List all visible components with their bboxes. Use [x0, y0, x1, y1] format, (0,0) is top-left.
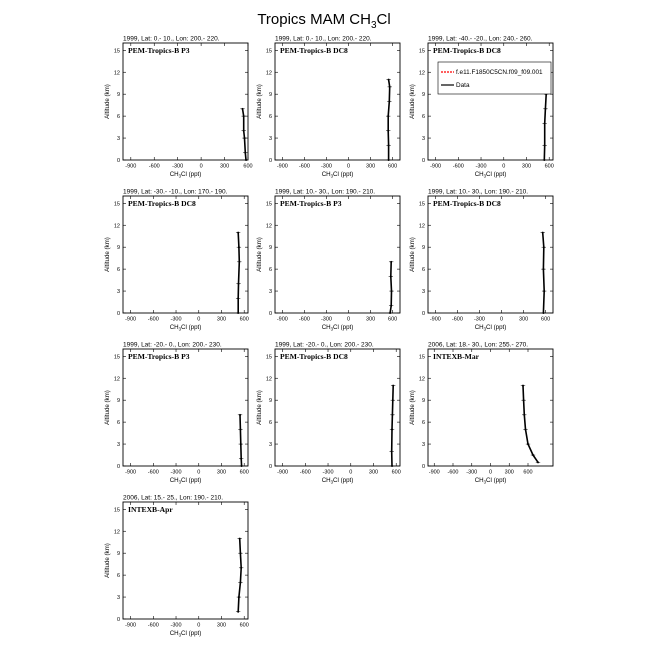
plot-frame — [123, 349, 248, 466]
y-tick-label: 9 — [421, 398, 425, 405]
y-tick-label: 15 — [418, 354, 425, 361]
data-point — [237, 232, 239, 234]
data-point — [391, 465, 393, 467]
y-tick-label: 6 — [268, 420, 272, 427]
y-axis-label: Altitude (km) — [104, 237, 111, 272]
x-tick-label: 600 — [388, 163, 398, 170]
x-tick-label: -600 — [451, 316, 463, 323]
y-tick-label: 15 — [113, 507, 120, 514]
data-point — [523, 399, 525, 401]
x-tick-label: 0 — [502, 163, 506, 170]
y-tick-label: 6 — [421, 114, 425, 121]
y-tick-label: 0 — [116, 311, 120, 317]
x-axis-label: $CH_3Cl$ (ppt) — [474, 324, 507, 332]
y-tick-label: 0 — [116, 158, 120, 164]
x-tick-label: 600 — [391, 469, 401, 476]
x-tick-label: 300 — [219, 163, 230, 170]
y-tick-label: 6 — [116, 267, 120, 274]
x-tick-label: 0 — [349, 469, 353, 476]
plot-frame — [275, 196, 400, 313]
data-series-line — [238, 539, 241, 612]
data-series-line — [523, 386, 538, 463]
x-tick-label: 600 — [388, 316, 398, 323]
chart-panel-3 — [409, 36, 554, 179]
y-tick-label: 15 — [265, 354, 272, 361]
x-tick-label: -300 — [473, 316, 485, 323]
x-tick-label: 600 — [243, 163, 253, 170]
data-point — [389, 312, 391, 314]
y-tick-label: 0 — [421, 311, 425, 317]
plot-frame — [275, 43, 400, 160]
x-tick-label: 300 — [216, 469, 227, 476]
data-series-line — [238, 233, 239, 313]
y-tick-label: 15 — [265, 201, 272, 208]
y-tick-label: 12 — [265, 376, 272, 383]
data-point — [240, 443, 242, 445]
y-tick-label: 9 — [116, 551, 120, 558]
data-point — [390, 275, 392, 277]
data-point — [387, 130, 389, 132]
y-tick-label: 3 — [268, 442, 272, 449]
plot-frame — [428, 196, 553, 313]
chart-panel-9 — [409, 342, 553, 485]
y-tick-label: 0 — [268, 464, 272, 470]
x-tick-label: -600 — [147, 469, 159, 476]
y-tick-label: 0 — [268, 311, 272, 317]
chart-panel-1 — [104, 36, 253, 179]
data-point — [243, 115, 245, 117]
x-tick-label: -900 — [276, 163, 288, 170]
y-axis-label: Altitude (km) — [409, 84, 416, 119]
data-point — [244, 152, 246, 154]
x-tick-label: -300 — [170, 469, 182, 476]
figure-title-sub: 3 — [370, 20, 377, 31]
x-tick-label: -600 — [452, 163, 464, 170]
x-tick-label: -900 — [277, 469, 289, 476]
data-point — [245, 159, 247, 161]
x-tick-label: 0 — [346, 163, 351, 170]
chart-panel-8 — [256, 342, 401, 485]
x-tick-label: -600 — [298, 163, 310, 170]
data-point — [544, 108, 546, 110]
y-tick-label: 12 — [418, 376, 425, 383]
x-tick-label: 0 — [199, 163, 203, 170]
data-point — [237, 312, 239, 314]
y-tick-label: 6 — [421, 420, 425, 427]
panel-subtitle: 1999, Lat: -20.- 0., Lon: 200.- 230. — [275, 341, 374, 349]
x-tick-label: -600 — [299, 469, 311, 476]
y-tick-label: 15 — [113, 201, 120, 208]
panel-campaign-label: PEM-Tropics-B DC8 — [128, 199, 196, 208]
x-tick-label: -300 — [466, 469, 478, 476]
plot-frame — [428, 349, 553, 466]
x-tick-label: -600 — [147, 316, 159, 323]
y-axis-label: Altitude (km) — [256, 390, 263, 425]
data-point — [239, 414, 241, 416]
panel-campaign-label: PEM-Tropics-B DC8 — [280, 46, 348, 55]
chart-panel-5 — [256, 189, 400, 332]
data-point — [239, 581, 241, 583]
data-point — [243, 130, 245, 132]
data-point — [391, 414, 393, 416]
data-point — [388, 79, 390, 81]
data-point — [542, 312, 544, 314]
y-axis-label: Altitude (km) — [409, 237, 416, 272]
y-tick-label: 12 — [113, 70, 120, 77]
data-point — [242, 108, 244, 110]
data-point — [525, 428, 527, 430]
data-point — [544, 144, 546, 146]
chart-panel-10 — [104, 495, 249, 638]
x-tick-label: -900 — [125, 163, 137, 170]
x-axis-label: $CH_3Cl$ (ppt) — [321, 171, 354, 179]
x-tick-label: -900 — [428, 469, 440, 476]
y-tick-label: 9 — [116, 398, 120, 405]
chart-panel-4 — [104, 189, 249, 332]
x-tick-label: 300 — [521, 163, 532, 170]
data-point — [387, 115, 389, 117]
x-tick-label: -900 — [125, 622, 137, 629]
panel-subtitle: 2006, Lat: 15.- 25., Lon: 190.- 210. — [123, 494, 224, 502]
y-tick-label: 15 — [418, 48, 425, 55]
data-point — [542, 232, 544, 234]
data-point — [239, 538, 241, 540]
y-tick-label: 9 — [421, 92, 425, 99]
y-tick-label: 12 — [418, 70, 425, 77]
y-tick-label: 0 — [421, 158, 425, 164]
x-tick-label: -900 — [430, 163, 442, 170]
x-tick-label: 600 — [523, 469, 533, 476]
data-point — [391, 450, 393, 452]
x-tick-label: 0 — [197, 316, 201, 323]
data-point — [238, 596, 240, 598]
panel-subtitle: 1999, Lat: 0.- 10., Lon: 200.- 220. — [275, 35, 372, 43]
y-axis-label: Altitude (km) — [409, 390, 416, 425]
panel-subtitle: 1999, Lat: 0.- 10., Lon: 200.- 220. — [123, 35, 220, 43]
data-point — [543, 290, 545, 292]
chart-panel-7 — [104, 342, 249, 485]
data-series-line — [392, 386, 394, 466]
y-tick-label: 12 — [265, 223, 272, 230]
x-axis-label: $CH_3Cl$ (ppt) — [474, 171, 507, 179]
data-point — [239, 428, 241, 430]
plot-frame — [123, 502, 248, 619]
data-point — [388, 144, 390, 146]
data-point — [388, 159, 390, 161]
panel-campaign-label: PEM-Tropics-B P3 — [128, 352, 190, 361]
data-point — [392, 385, 394, 387]
y-axis-label: Altitude (km) — [104, 543, 111, 578]
chart-panel-2 — [256, 36, 400, 179]
x-tick-label: -300 — [320, 316, 332, 323]
x-tick-label: -300 — [320, 163, 332, 170]
plot-frame — [123, 196, 248, 313]
y-tick-label: 6 — [116, 573, 120, 580]
data-point — [388, 101, 390, 103]
data-point — [527, 443, 529, 445]
y-tick-label: 12 — [113, 529, 120, 536]
x-tick-label: 300 — [368, 469, 379, 476]
x-tick-label: -900 — [125, 469, 137, 476]
y-tick-label: 9 — [421, 245, 425, 252]
x-tick-label: -300 — [475, 163, 487, 170]
panels — [104, 36, 554, 638]
data-point — [544, 122, 546, 124]
x-tick-label: 600 — [239, 622, 249, 629]
y-tick-label: 6 — [268, 114, 272, 121]
x-tick-label: -900 — [429, 316, 441, 323]
legend-label: Data — [456, 82, 470, 90]
x-tick-label: 300 — [216, 316, 227, 323]
x-tick-label: 0 — [197, 469, 201, 476]
x-axis-label: $CH_3Cl$ (ppt) — [169, 477, 202, 485]
y-tick-label: 6 — [421, 267, 425, 274]
data-point — [543, 159, 545, 161]
panel-campaign-label: INTEXB-Mar — [433, 352, 479, 361]
y-tick-label: 3 — [421, 136, 425, 143]
y-axis-label: Altitude (km) — [256, 237, 263, 272]
x-tick-label: 300 — [365, 163, 376, 170]
y-tick-label: 9 — [268, 92, 272, 99]
data-point — [241, 465, 243, 467]
x-tick-label: -900 — [276, 316, 288, 323]
legend-label: f.e11.F1850C5CN.f09_f09.001 — [456, 69, 543, 77]
x-axis-label: $CH_3Cl$ (ppt) — [474, 477, 507, 485]
x-axis-label: $CH_3Cl$ (ppt) — [169, 324, 202, 332]
x-tick-label: 0 — [488, 469, 493, 476]
x-tick-label: 600 — [239, 316, 249, 323]
x-tick-label: -600 — [298, 316, 310, 323]
data-point — [537, 461, 539, 463]
data-point — [390, 261, 392, 263]
x-tick-label: 300 — [504, 469, 514, 476]
x-tick-label: 0 — [346, 316, 351, 323]
y-tick-label: 3 — [116, 442, 120, 449]
y-tick-label: 3 — [268, 289, 272, 296]
panel-subtitle: 1999, Lat: 10.- 30., Lon: 190.- 210. — [428, 188, 529, 196]
x-tick-label: 300 — [365, 316, 376, 323]
data-point — [238, 261, 240, 263]
panel-campaign-label: PEM-Tropics-B DC8 — [433, 46, 501, 55]
x-tick-label: -600 — [447, 469, 459, 476]
figure-title-prefix: Tropics MAM CH — [257, 11, 371, 28]
y-tick-label: 3 — [421, 442, 425, 449]
y-tick-label: 12 — [113, 223, 120, 230]
x-axis-label: $CH_3Cl$ (ppt) — [321, 477, 354, 485]
x-tick-label: -300 — [170, 622, 182, 629]
data-point — [543, 246, 545, 248]
x-tick-label: 600 — [239, 469, 249, 476]
legend — [438, 62, 551, 94]
y-tick-label: 6 — [116, 114, 120, 121]
data-series-line — [543, 233, 545, 313]
panel-subtitle: 1999, Lat: -40.- -20., Lon: 240.- 260. — [428, 35, 533, 43]
y-tick-label: 9 — [116, 245, 120, 252]
data-point — [391, 428, 393, 430]
data-point — [240, 458, 242, 460]
y-tick-label: 3 — [116, 136, 120, 143]
chart-panel-6 — [409, 189, 553, 332]
y-tick-label: 3 — [268, 136, 272, 143]
y-tick-label: 3 — [421, 289, 425, 296]
x-tick-label: 300 — [518, 316, 529, 323]
data-point — [240, 567, 242, 569]
x-tick-label: 300 — [216, 622, 227, 629]
x-axis-label: $CH_3Cl$ (ppt) — [169, 171, 202, 179]
data-point — [238, 283, 240, 285]
x-axis-label: $CH_3Cl$ (ppt) — [321, 324, 354, 332]
plot-frame — [428, 43, 553, 160]
x-tick-label: 0 — [499, 316, 504, 323]
panel-subtitle: 1999, Lat: -20.- 0., Lon: 200.- 230. — [123, 341, 222, 349]
y-axis-label: Altitude (km) — [256, 84, 263, 119]
x-tick-label: -300 — [322, 469, 334, 476]
x-tick-label: -900 — [125, 316, 137, 323]
x-tick-label: -600 — [147, 622, 159, 629]
y-tick-label: 12 — [418, 223, 425, 230]
data-point — [237, 611, 239, 613]
data-point — [522, 385, 524, 387]
data-point — [389, 86, 391, 88]
x-tick-label: -300 — [170, 316, 182, 323]
data-point — [392, 399, 394, 401]
y-axis-label: Altitude (km) — [104, 84, 111, 119]
figure-title — [257, 11, 390, 31]
panel-subtitle: 1999, Lat: 10.- 30., Lon: 190.- 210. — [275, 188, 376, 196]
legend-box — [438, 62, 551, 94]
data-point — [390, 305, 392, 307]
panel-campaign-label: PEM-Tropics-B DC8 — [433, 199, 501, 208]
figure-title-suffix: Cl — [376, 11, 391, 28]
data-point — [532, 454, 534, 456]
y-tick-label: 9 — [116, 92, 120, 99]
plot-frame — [123, 43, 248, 160]
panel-campaign-label: PEM-Tropics-B P3 — [280, 199, 342, 208]
y-axis-label: Altitude (km) — [104, 390, 111, 425]
x-axis-label: $CH_3Cl$ (ppt) — [169, 630, 202, 638]
y-tick-label: 12 — [265, 70, 272, 77]
y-tick-label: 3 — [116, 289, 120, 296]
x-tick-label: -300 — [172, 163, 184, 170]
data-point — [391, 290, 393, 292]
y-tick-label: 3 — [116, 595, 120, 602]
y-tick-label: 0 — [116, 464, 120, 470]
data-point — [542, 268, 544, 270]
y-tick-label: 12 — [113, 376, 120, 383]
x-tick-label: 600 — [544, 163, 554, 170]
y-tick-label: 0 — [116, 617, 120, 623]
y-tick-label: 9 — [268, 398, 272, 405]
y-tick-label: 0 — [268, 158, 272, 164]
data-point — [243, 137, 245, 139]
x-tick-label: -600 — [148, 163, 160, 170]
y-tick-label: 9 — [268, 245, 272, 252]
data-point — [523, 414, 525, 416]
y-tick-label: 15 — [418, 201, 425, 208]
panel-subtitle: 2006, Lat: 18.- 30., Lon: 255.- 270. — [428, 341, 529, 349]
x-tick-label: 0 — [197, 622, 201, 629]
y-tick-label: 15 — [265, 48, 272, 55]
panel-campaign-label: PEM-Tropics-B P3 — [128, 46, 190, 55]
y-tick-label: 15 — [113, 354, 120, 361]
data-series-line — [388, 80, 390, 160]
plot-frame — [275, 349, 400, 466]
panel-subtitle: 1999, Lat: -30.- -10., Lon: 170.- 190. — [123, 188, 228, 196]
y-tick-label: 6 — [116, 420, 120, 427]
data-point — [237, 297, 239, 299]
panel-campaign-label: PEM-Tropics-B DC8 — [280, 352, 348, 361]
data-point — [239, 552, 241, 554]
y-tick-label: 0 — [421, 464, 425, 470]
data-point — [238, 246, 240, 248]
y-tick-label: 6 — [268, 267, 272, 274]
panel-campaign-label: INTEXB-Apr — [128, 505, 173, 514]
x-tick-label: 600 — [541, 316, 551, 323]
y-tick-label: 15 — [113, 48, 120, 55]
